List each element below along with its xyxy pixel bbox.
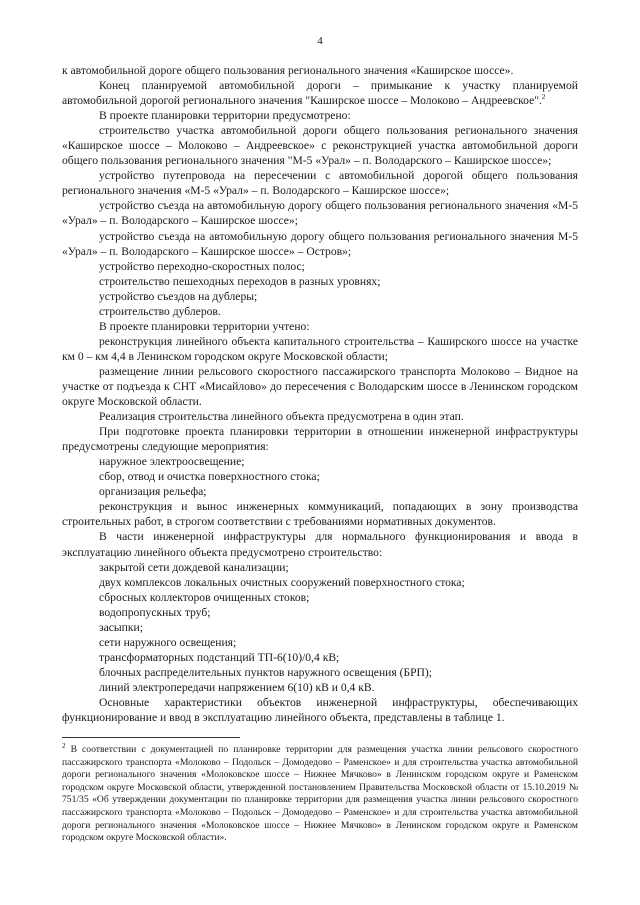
list-item: закрытой сети дождевой канализации; [99,560,289,574]
list-item: сбор, отвод и очистка поверхностного стока; [99,470,320,484]
footnote-divider [62,737,240,738]
footnote-marker: 2 [62,741,66,750]
paragraph-accounted: В проекте планировки территории учтено: [99,319,310,333]
list-item: линий электропередачи напряжением 6(10) кВ и 0,4 кВ. [99,680,375,694]
page-number: 4 [317,35,323,47]
list-item: сети наружного освещения; [99,635,237,649]
list-item: размещение линии рельсового скоростного пассажирского транспорта Молоково – Видное на участке от подъезда к СНТ «Мисайлово» до пересечения с Володарским шоссе в Ленинском городском округе Московской области. [62,364,578,409]
list-item: организация рельефа; [99,485,207,499]
list-item: реконструкция и вынос инженерных коммуникаций, попадающих в зону производства строительных работ, в строгом соответствии с требованиями нормативных документов. [62,500,578,529]
paragraph-3: В проекте планировки территории предусмотрено: [99,109,351,123]
list-item: засыпки; [99,620,143,634]
footnote [62,741,578,845]
list-item: строительство участка автомобильной дороги общего пользования регионального значения «Каширское шоссе – Молоково – Андреевское» с реконструкцией участка автомобильной дороги общего пользования регионального значения "М-5 «Урал» – п. Володарского – Каширское шоссе»; [62,124,578,168]
list-item: устройство съездов на дублеры; [99,289,258,303]
list-item: устройство путепровода на пересечении с автомобильной дорогой общего пользования регионального значения «М-5 «Урал» – п. Володарского – Каширское шоссе»; [62,169,578,198]
list-item: трансформаторных подстанций ТП-6(10)/0,4 кВ; [99,650,340,664]
paragraph-1: к автомобильной дороге общего пользования регионального значения «Каширское шоссе». [62,64,514,77]
list-item: устройство съезда на автомобильную дорогу общего пользования регионального значения «М-5 «Урал» – п. Володарского – Каширское шоссе»; [62,199,578,228]
list-item: устройство переходно-скоростных полос; [99,259,305,273]
list-item: блочных распределительных пунктов наружного освещения (БРП); [99,665,433,679]
list-item: наружное электроосвещение; [99,455,245,469]
paragraph-2 [62,78,578,108]
list-item: строительство пешеходных переходов в разных уровнях; [99,274,381,288]
paragraph-construction-intro: В части инженерной инфраструктуры для нормального функционирования и ввода в эксплуатацию линейного объекта предусмотрено строительство: [62,530,578,559]
footnote-text: В соответствии с документацией по планировке территории для размещения участка линии рельсового скоростного пассажирского транспорта «Молоково – Подольск – Домодедово – Раменское» и для строительства участка автомобильной дороги регионального значения «Молоковское шоссе – Нижнее Мячково» в Ленинском городском округе и Раменском городском округе Московской области, утвержденной постановлением Правительства Московской области от 15.10.2019 № 751/35 «Об утверждении документации по планировке территории для размещения участка линии рельсового скоростного пассажирского транспорта «Молоково – Подольск – Домодедово – Раменское» и для строительства участка автомобильной дороги регионального значения «Молоковское шоссе – Нижнее Мячково» в Ленинском городском округе и Раменском городском округе Московской области». [62,744,578,844]
paragraph-2-text: Конец планируемой автомобильной дороги – примыкание к участку планируемой автомобильной дорогой регионального значения "Каширское шоссе – Молоково – Андреевское". [62,79,578,108]
list-item: водопропускных труб; [99,605,211,619]
footnote-reference[interactable]: 2 [541,93,546,102]
paragraph-engineering-intro: При подготовке проекта планировки территории в отношении инженерной инфраструктуры предусмотрены следующие мероприятия: [62,425,578,454]
list-item: двух комплексов локальных очистных сооружений поверхностного стока; [99,575,465,589]
list-item: сбросных коллекторов очищенных стоков; [99,590,310,604]
paragraph-stage: Реализация строительства линейного объекта предусмотрена в один этап. [99,410,464,424]
list-item: устройство съезда на автомобильную дорогу общего пользования регионального значения М-5 «Урал» – п. Володарского – Каширское шоссе» – Остров»; [62,229,578,258]
body-text [62,63,578,725]
list-item: строительство дублеров. [99,304,221,318]
list-item: реконструкция линейного объекта капитального строительства – Каширского шоссе на участке км 0 – км 4,4 в Ленинском городском округе Московской области; [62,334,578,363]
paragraph-table-reference: Основные характеристики объектов инженерной инфраструктуры, обеспечивающих функционирование и ввод в эксплуатацию линейного объекта, представлены в таблице 1. [62,695,578,725]
